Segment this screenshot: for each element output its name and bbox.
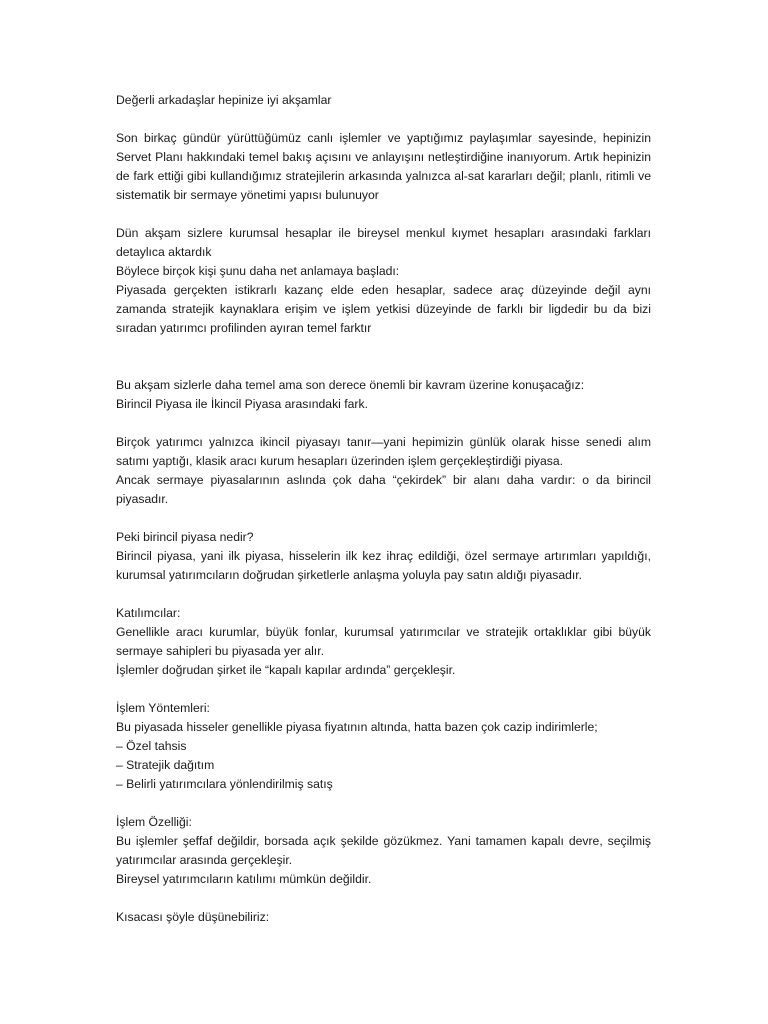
primary-market-intro: Ancak sermaye piyasalarının aslında çok daha “çekirdek” bir alanı daha vardır: o da birincil piyasadır. <box>116 473 651 506</box>
feature-paragraph: Bu işlemler şeffaf değildir, borsada açık şekilde gözükmez. Yani tamamen kapalı devre, seçilmiş yatırımcılar arasında gerçekleşir. <box>116 834 651 867</box>
methods-heading: İşlem Yöntemleri: <box>116 701 210 715</box>
participants-heading: Katılımcılar: <box>116 606 181 620</box>
methods-list-item: – Belirli yatırımcılara yönlendirilmiş satış <box>116 777 333 791</box>
answer-paragraph: Birincil piyasa, yani ilk piyasa, hisselerin ilk kez ihraç edildiği, özel sermaye artırımları yapıldığı, kurumsal yatırımcıların doğrudan şirketlerle anlaşma yoluyla pay satın aldığı piyasadır. <box>116 549 651 582</box>
question-line: Peki birincil piyasa nedir? <box>116 530 254 544</box>
intro-paragraph: Son birkaç gündür yürüttüğümüz canlı işlemler ve yaptığımız paylaşımlar sayesinde, hepinizin Servet Planı hakkındaki temel bakış açısını ve anlayışını netleştirdiğine inanıyorum. Artık hepinizin de fark ettiği gibi kullandığımız stratejilerin arkasında yalnızca al-sat kararları değil; planlı, ritimli ve sistematik bir sermaye yönetimi yapısı bulunuyor <box>116 131 651 202</box>
methods-list-item: – Özel tahsis <box>116 739 187 753</box>
yesterday-paragraph-2: Piyasada gerçekten istikrarlı kazanç elde eden hesaplar, sadece araç düzeyinde değil aynı zamanda stratejik kaynaklara erişim ve işlem yetkisi düzeyinde de farklı bir ligdedir bu da bizi sıradan yatırımcı profilinden ayıran temel farktır <box>116 283 651 335</box>
spacer <box>116 680 651 699</box>
tonight-topic: Birincil Piyasa ile İkincil Piyasa arasındaki fark. <box>116 397 368 411</box>
participants-paragraph: Genellikle aracı kurumlar, büyük fonlar, kurumsal yatırımcılar ve stratejik ortaklıklar gibi büyük sermaye sahipleri bu piyasada yer alır. <box>116 625 651 658</box>
feature-line: Bireysel yatırımcıların katılımı mümkün değildir. <box>116 872 372 886</box>
spacer <box>116 338 651 376</box>
tonight-line: Bu akşam sizlerle daha temel ama son derece önemli bir kavram üzerine konuşacağız: <box>116 378 585 392</box>
methods-line: Bu piyasada hisseler genellikle piyasa fiyatının altında, hatta bazen çok cazip indirimlerle; <box>116 720 598 734</box>
participants-line: İşlemler doğrudan şirket ile “kapalı kapılar ardında” gerçekleşir. <box>116 663 456 677</box>
spacer <box>116 205 651 224</box>
document-page <box>116 91 651 927</box>
methods-list-item: – Stratejik dağıtım <box>116 758 215 772</box>
yesterday-paragraph: Dün akşam sizlere kurumsal hesaplar ile bireysel menkul kıymet hesapları arasındaki farkları detaylıca aktardık <box>116 226 651 259</box>
closing-line: Kısacası şöyle düşünebiliriz: <box>116 910 270 924</box>
spacer <box>116 509 651 528</box>
spacer <box>116 110 651 129</box>
spacer <box>116 414 651 433</box>
greeting-line: Değerli arkadaşlar hepinize iyi akşamlar <box>116 93 332 107</box>
secondary-market-paragraph: Birçok yatırımcı yalnızca ikincil piyasayı tanır—yani hepimizin günlük olarak hisse senedi alım satımı yaptığı, klasik aracı kurum hesapları üzerinden işlem gerçekleştirdiği piyasa. <box>116 435 651 468</box>
yesterday-line: Böylece birçok kişi şunu daha net anlamaya başladı: <box>116 264 400 278</box>
spacer <box>116 794 651 813</box>
spacer <box>116 889 651 908</box>
spacer <box>116 585 651 604</box>
feature-heading: İşlem Özelliği: <box>116 815 192 829</box>
